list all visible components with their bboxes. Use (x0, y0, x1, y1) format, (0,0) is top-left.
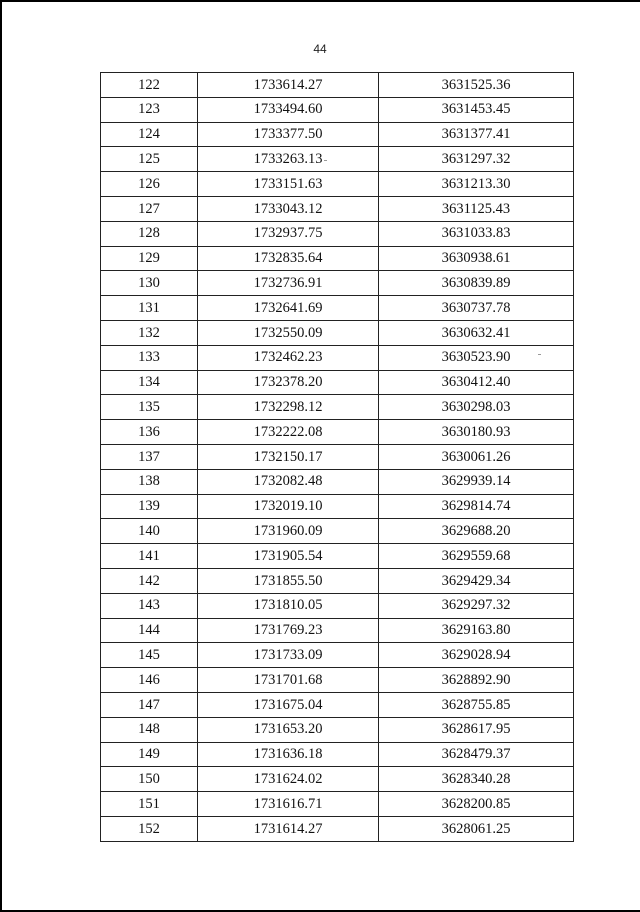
x-coordinate-cell: 1731733.09 (198, 643, 379, 668)
y-coordinate-cell: 3628892.90 (379, 668, 574, 693)
table-row (101, 320, 574, 345)
page-number: 44 (313, 42, 327, 56)
y-coordinate-cell: 3631213.30 (379, 172, 574, 197)
y-coordinate-cell: 3629688.20 (379, 519, 574, 544)
table-row (101, 221, 574, 246)
x-coordinate-cell: 1733151.63 (198, 172, 379, 197)
point-number-cell: 123 (101, 97, 198, 122)
y-coordinate-cell: 3630737.78 (379, 296, 574, 321)
point-number-cell: 129 (101, 246, 198, 271)
x-coordinate-cell: 1731769.23 (198, 618, 379, 643)
x-coordinate-cell: 1731616.71 (198, 792, 379, 817)
x-coordinate-cell: 1731810.05 (198, 593, 379, 618)
scan-speck (324, 160, 327, 161)
table-row (101, 172, 574, 197)
table-row (101, 593, 574, 618)
y-coordinate-cell: 3628340.28 (379, 767, 574, 792)
x-coordinate-cell: 1731675.04 (198, 692, 379, 717)
y-coordinate-cell: 3630298.03 (379, 395, 574, 420)
x-coordinate-cell: 1732937.75 (198, 221, 379, 246)
x-coordinate-cell: 1733494.60 (198, 97, 379, 122)
point-number-cell: 124 (101, 122, 198, 147)
y-coordinate-cell: 3630523.90 (379, 345, 574, 370)
scan-speck (538, 354, 541, 355)
y-coordinate-cell: 3631033.83 (379, 221, 574, 246)
x-coordinate-cell: 1731636.18 (198, 742, 379, 767)
table-row (101, 395, 574, 420)
y-coordinate-cell: 3628479.37 (379, 742, 574, 767)
point-number-cell: 137 (101, 444, 198, 469)
y-coordinate-cell: 3629028.94 (379, 643, 574, 668)
x-coordinate-cell: 1732150.17 (198, 444, 379, 469)
point-number-cell: 145 (101, 643, 198, 668)
table-row (101, 767, 574, 792)
x-coordinate-cell: 1731960.09 (198, 519, 379, 544)
x-coordinate-cell: 1732019.10 (198, 494, 379, 519)
point-number-cell: 149 (101, 742, 198, 767)
point-number-cell: 150 (101, 767, 198, 792)
point-number-cell: 139 (101, 494, 198, 519)
table-row (101, 444, 574, 469)
x-coordinate-cell: 1732298.12 (198, 395, 379, 420)
x-coordinate-cell: 1732462.23 (198, 345, 379, 370)
point-number-cell: 147 (101, 692, 198, 717)
y-coordinate-cell: 3629429.34 (379, 568, 574, 593)
table-row (101, 122, 574, 147)
y-coordinate-cell: 3630061.26 (379, 444, 574, 469)
point-number-cell: 142 (101, 568, 198, 593)
point-number-cell: 140 (101, 519, 198, 544)
y-coordinate-cell: 3629939.14 (379, 469, 574, 494)
table-row (101, 196, 574, 221)
x-coordinate-cell: 1731614.27 (198, 816, 379, 841)
x-coordinate-cell: 1733263.13 (198, 147, 379, 172)
y-coordinate-cell: 3628617.95 (379, 717, 574, 742)
coordinate-table (100, 72, 574, 842)
x-coordinate-cell: 1732641.69 (198, 296, 379, 321)
table-row (101, 370, 574, 395)
point-number-cell: 122 (101, 73, 198, 98)
table-row (101, 668, 574, 693)
y-coordinate-cell: 3631525.36 (379, 73, 574, 98)
point-number-cell: 143 (101, 593, 198, 618)
point-number-cell: 128 (101, 221, 198, 246)
point-number-cell: 126 (101, 172, 198, 197)
y-coordinate-cell: 3630632.41 (379, 320, 574, 345)
table-row (101, 816, 574, 841)
scan-border-left (0, 0, 2, 912)
table-row (101, 271, 574, 296)
point-number-cell: 146 (101, 668, 198, 693)
point-number-cell: 127 (101, 196, 198, 221)
table-row (101, 742, 574, 767)
table-row (101, 494, 574, 519)
table-row (101, 717, 574, 742)
x-coordinate-cell: 1732222.08 (198, 420, 379, 445)
y-coordinate-cell: 3631377.41 (379, 122, 574, 147)
x-coordinate-cell: 1732378.20 (198, 370, 379, 395)
table-row (101, 519, 574, 544)
point-number-cell: 132 (101, 320, 198, 345)
point-number-cell: 131 (101, 296, 198, 321)
x-coordinate-cell: 1732736.91 (198, 271, 379, 296)
table-row (101, 420, 574, 445)
table-row (101, 345, 574, 370)
x-coordinate-cell: 1732835.64 (198, 246, 379, 271)
coordinate-table-body (101, 73, 574, 842)
x-coordinate-cell: 1731905.54 (198, 544, 379, 569)
y-coordinate-cell: 3629163.80 (379, 618, 574, 643)
table-row (101, 246, 574, 271)
table-row (101, 97, 574, 122)
x-coordinate-cell: 1732082.48 (198, 469, 379, 494)
x-coordinate-cell: 1733614.27 (198, 73, 379, 98)
y-coordinate-cell: 3631453.45 (379, 97, 574, 122)
y-coordinate-cell: 3630839.89 (379, 271, 574, 296)
table-row (101, 568, 574, 593)
y-coordinate-cell: 3630412.40 (379, 370, 574, 395)
point-number-cell: 134 (101, 370, 198, 395)
y-coordinate-cell: 3629814.74 (379, 494, 574, 519)
point-number-cell: 148 (101, 717, 198, 742)
y-coordinate-cell: 3629297.32 (379, 593, 574, 618)
y-coordinate-cell: 3629559.68 (379, 544, 574, 569)
table-row (101, 618, 574, 643)
x-coordinate-cell: 1733043.12 (198, 196, 379, 221)
y-coordinate-cell: 3630938.61 (379, 246, 574, 271)
table-row (101, 643, 574, 668)
x-coordinate-cell: 1731855.50 (198, 568, 379, 593)
x-coordinate-cell: 1732550.09 (198, 320, 379, 345)
x-coordinate-cell: 1731624.02 (198, 767, 379, 792)
table-row (101, 296, 574, 321)
y-coordinate-cell: 3628755.85 (379, 692, 574, 717)
y-coordinate-cell: 3630180.93 (379, 420, 574, 445)
point-number-cell: 135 (101, 395, 198, 420)
x-coordinate-cell: 1731701.68 (198, 668, 379, 693)
point-number-cell: 136 (101, 420, 198, 445)
y-coordinate-cell: 3628061.25 (379, 816, 574, 841)
scan-border-top (0, 0, 640, 2)
point-number-cell: 125 (101, 147, 198, 172)
table-row (101, 544, 574, 569)
x-coordinate-cell: 1731653.20 (198, 717, 379, 742)
point-number-cell: 141 (101, 544, 198, 569)
table-row (101, 73, 574, 98)
table-row (101, 469, 574, 494)
table-row (101, 147, 574, 172)
table-row (101, 792, 574, 817)
y-coordinate-cell: 3631297.32 (379, 147, 574, 172)
point-number-cell: 130 (101, 271, 198, 296)
point-number-cell: 152 (101, 816, 198, 841)
x-coordinate-cell: 1733377.50 (198, 122, 379, 147)
table-row (101, 692, 574, 717)
y-coordinate-cell: 3631125.43 (379, 196, 574, 221)
point-number-cell: 138 (101, 469, 198, 494)
point-number-cell: 151 (101, 792, 198, 817)
point-number-cell: 133 (101, 345, 198, 370)
point-number-cell: 144 (101, 618, 198, 643)
y-coordinate-cell: 3628200.85 (379, 792, 574, 817)
